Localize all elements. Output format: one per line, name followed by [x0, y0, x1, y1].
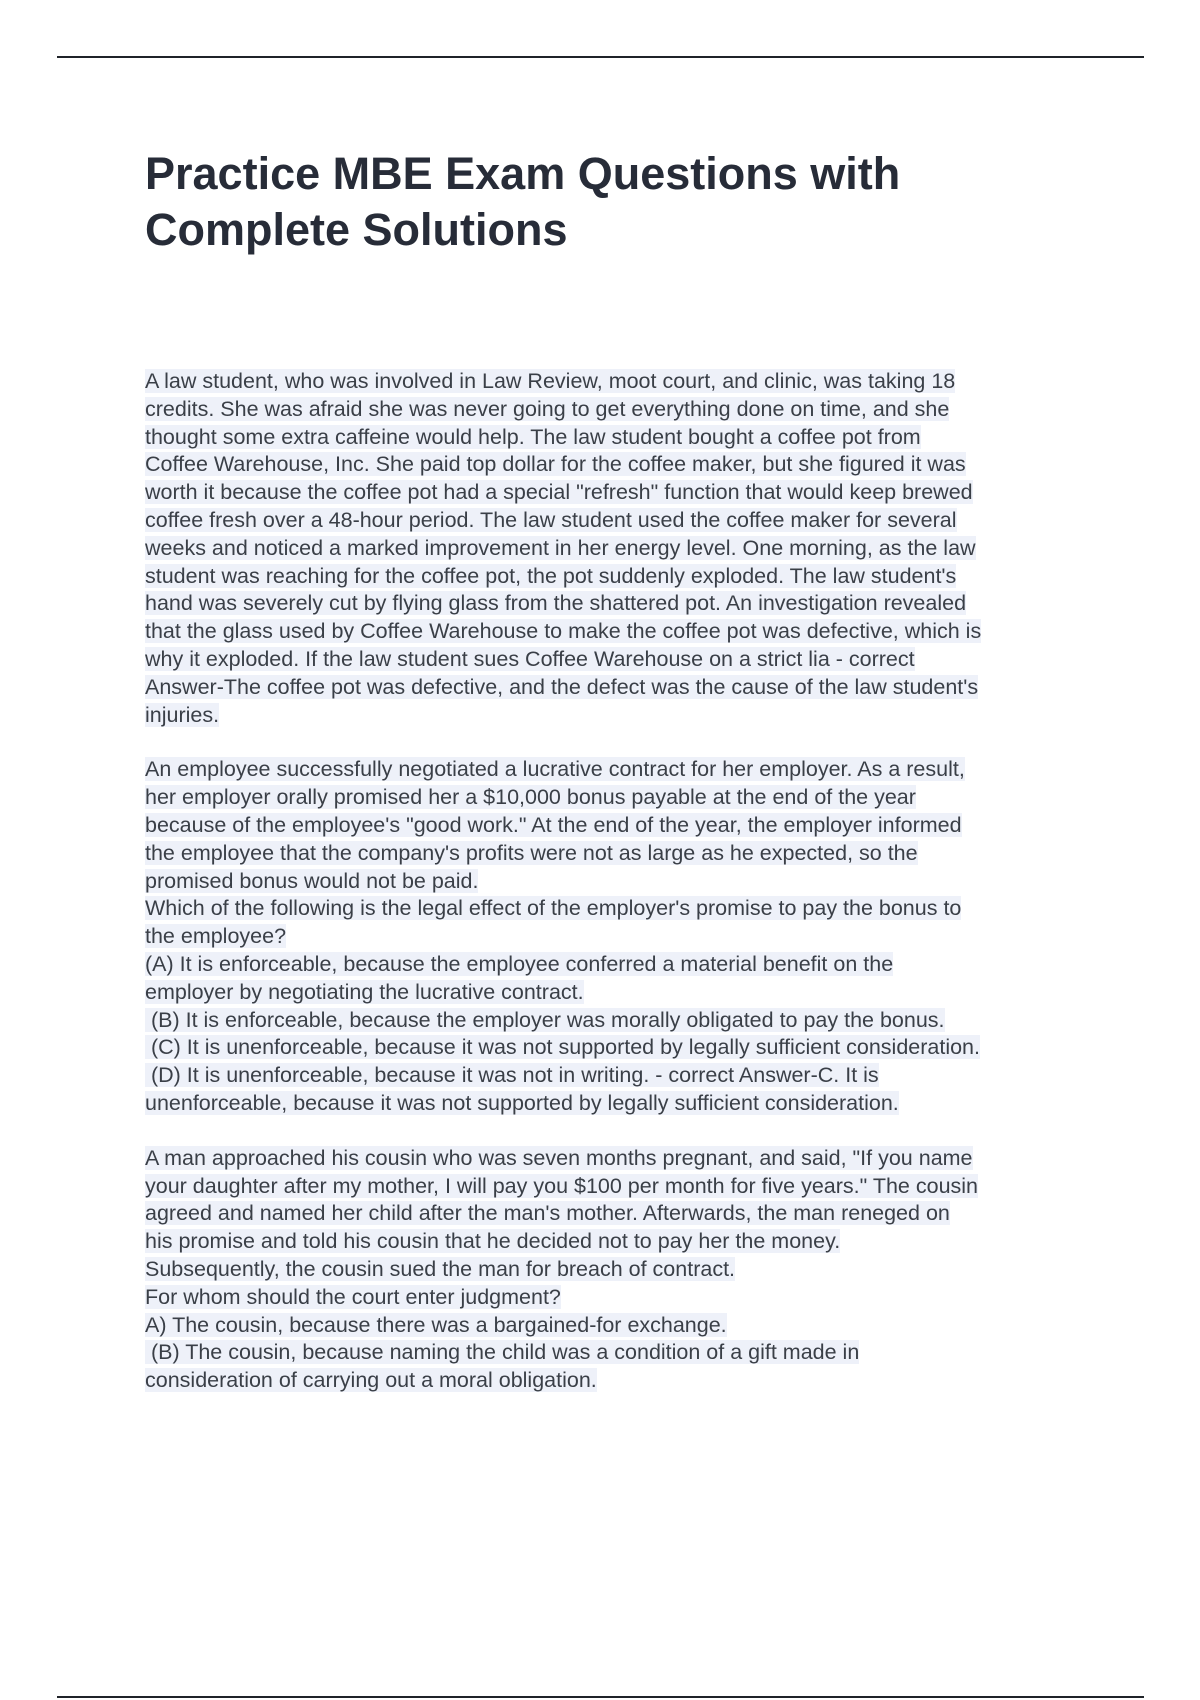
question-line: Which of the following is the legal effect of the employer's promise to pay the bonus to — [145, 896, 962, 921]
question-block-1 — [145, 368, 1095, 729]
text-line: why it exploded. If the law student sues Coffee Warehouse on a strict lia - correct — [145, 646, 915, 671]
text-line: coffee fresh over a 48-hour period. The law student used the coffee maker for several — [145, 507, 957, 532]
text-line: because of the employee's "good work." At the end of the year, the employer informed — [145, 812, 962, 837]
answer-line: unenforceable, because it was not supported by legally sufficient consideration. — [145, 1090, 899, 1115]
text-line: his promise and told his cousin that he decided not to pay her the money. — [145, 1229, 841, 1254]
text-line: hand was severely cut by flying glass from the shattered pot. An investigation revealed — [145, 591, 967, 616]
text-line: worth it because the coffee pot had a special "refresh" function that would keep brewed — [145, 480, 973, 505]
text-line: weeks and noticed a marked improvement in her energy level. One morning, as the law — [145, 535, 976, 560]
option-line: (A) It is enforceable, because the employee conferred a material benefit on the — [145, 951, 894, 976]
title-line-2: Complete Solutions — [145, 204, 568, 255]
text-line: Coffee Warehouse, Inc. She paid top dollar for the coffee maker, but she figured it was — [145, 452, 966, 477]
option-line: (B) The cousin, because naming the child was a condition of a gift made in — [145, 1340, 860, 1365]
text-line: that the glass used by Coffee Warehouse to make the coffee pot was defective, which is — [145, 619, 982, 644]
text-line: student was reaching for the coffee pot, the pot suddenly exploded. The law student's — [145, 563, 957, 588]
answer-line: injuries. — [145, 702, 220, 727]
option-line: employer by negotiating the lucrative contract. — [145, 979, 584, 1004]
text-line: thought some extra caffeine would help. The law student bought a coffee pot from — [145, 424, 921, 449]
text-line: An employee successfully negotiated a lucrative contract for her employer. As a result, — [145, 757, 965, 782]
question-block-2 — [145, 756, 1095, 1117]
answer-line: Answer-The coffee pot was defective, and the defect was the cause of the law student's — [145, 674, 979, 699]
document-body — [145, 368, 1095, 1422]
question-line: the employee? — [145, 924, 287, 949]
option-line: (C) It is unenforceable, because it was not supported by legally sufficient consideration. — [145, 1035, 980, 1060]
text-line: Subsequently, the cousin sued the man for breach of contract. — [145, 1256, 736, 1281]
text-line: agreed and named her child after the man's mother. Afterwards, the man reneged on — [145, 1201, 950, 1226]
text-line: the employee that the company's profits were not as large as he expected, so the — [145, 840, 918, 865]
answer-line: (D) It is unenforceable, because it was not in writing. - correct Answer-C. It is — [145, 1063, 879, 1088]
text-line: A law student, who was involved in Law Review, moot court, and clinic, was taking 18 — [145, 369, 956, 393]
text-line: credits. She was afraid she was never going to get everything done on time, and she — [145, 396, 950, 421]
option-line: (B) It is enforceable, because the employer was morally obligated to pay the bonus. — [145, 1007, 945, 1032]
text-line: promised bonus would not be paid. — [145, 868, 479, 893]
title-line-1: Practice MBE Exam Questions with — [145, 148, 901, 199]
footer-rule — [57, 1696, 1144, 1698]
text-line: her employer orally promised her a $10,000 bonus payable at the end of the year — [145, 785, 916, 810]
text-line: A man approached his cousin who was seven months pregnant, and said, "If you name — [145, 1145, 973, 1170]
option-line: A) The cousin, because there was a bargained-for exchange. — [145, 1312, 727, 1337]
question-block-3 — [145, 1145, 1095, 1395]
page-title — [145, 146, 1095, 258]
header-rule — [57, 56, 1144, 58]
text-line: your daughter after my mother, I will pay you $100 per month for five years." The cousin — [145, 1173, 979, 1198]
question-line: For whom should the court enter judgment? — [145, 1284, 561, 1309]
option-line: consideration of carrying out a moral obligation. — [145, 1368, 597, 1393]
